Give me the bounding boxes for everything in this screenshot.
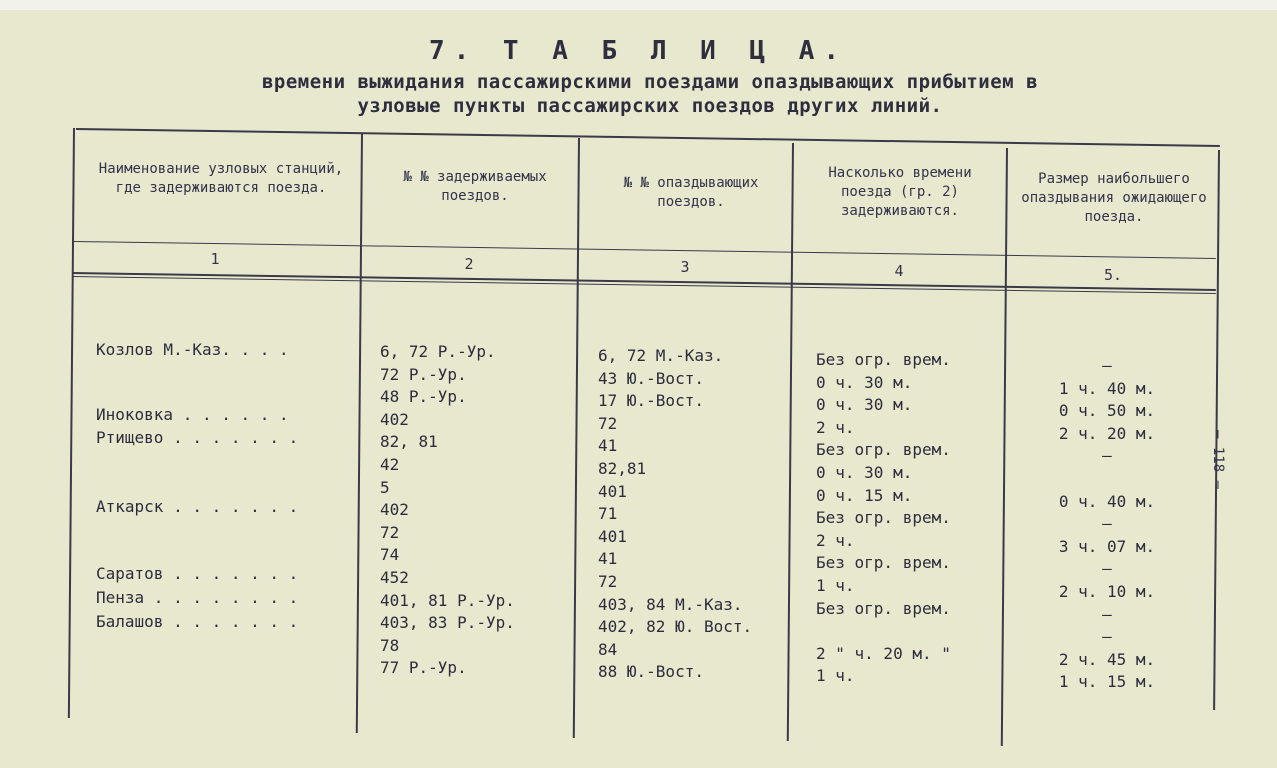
late-train-cell: 401 [598,526,627,546]
page-number: — 118 — [1210,430,1226,490]
header-delayed-trains: № № задерживаемых поездов. [403,169,547,204]
delayed-train-cell: 5 [380,477,390,497]
max-delay-cell: — [1102,559,1112,579]
delay-duration-cell: Без огр. врем. [816,508,951,528]
top-band [0,0,1277,10]
delay-duration-cell: 1 ч. [816,666,855,686]
late-train-cell: 72 [598,413,618,433]
table-left-border [68,128,75,718]
table-top-border [76,128,1220,147]
station-name: Аткарск . . . . . . . [96,497,299,516]
page-title: 7. Т А Б Л И Ц А. [428,36,849,66]
colnum-4: 4 [894,262,904,280]
max-delay-cell: 0 ч. 50 м. [1058,401,1156,421]
late-train-cell: 402, 82 Ю. Вост. [598,617,753,637]
delayed-train-cell: 403, 83 Р.-Ур. [380,613,515,633]
max-delay-cell: — [1102,356,1112,375]
page-subtitle [110,70,1190,118]
header-stations: Наименование узловых станций, где задерживаются поезда. [98,161,344,196]
delayed-train-cell: 72 Р.-Ур. [380,364,467,384]
late-train-cell: 6, 72 М.-Каз. [598,346,724,365]
delayed-train-cell: 401, 81 Р.-Ур. [380,590,515,610]
delayed-train-cell: 42 [380,455,400,474]
header-late-trains: № № опаздывающих поездов. [623,175,759,210]
station-name: Саратов . . . . . . . [96,564,299,583]
max-delay-cell: 2 ч. 45 м. [1058,649,1156,669]
delay-duration-cell: Без огр. врем. [816,350,951,369]
delayed-train-cell: 402 [380,409,409,429]
late-train-cell: 401 [598,481,627,501]
delayed-train-cell: 78 [380,635,400,655]
late-train-cell: 71 [598,504,618,524]
delayed-train-cell: 48 Р.-Ур. [380,387,467,407]
delay-duration-cell: 2 ч. [816,417,855,437]
late-train-cell: 84 [598,639,618,659]
station-name: Пенза . . . . . . . . [96,588,299,607]
late-train-cell: 88 Ю.-Вост. [598,662,704,682]
late-train-cell: 403, 84 М.-Каз. [598,594,743,614]
delayed-train-cell: 77 Р.-Ур. [380,658,467,678]
delayed-train-cell: 72 [380,522,400,542]
subtitle-line-1: времени выжидания пассажирскими поездами опаздывающих прибытием в [261,71,1039,93]
late-train-cell: 82,81 [598,459,647,478]
delay-duration-cell: 1 ч. [816,576,855,595]
delay-duration-cell: 2 " ч. 20 м. " [816,643,951,663]
max-delay-cell: — [1102,514,1112,534]
delayed-train-cell: 74 [380,545,400,565]
col-divider-3 [787,143,794,741]
max-delay-cell: 2 ч. 10 м. [1058,582,1156,601]
delay-duration-cell: Без огр. врем. [816,553,951,573]
col-divider-2 [573,138,580,738]
late-train-cell: 41 [598,549,618,569]
delay-duration-cell: Без огр. врем. [816,598,951,618]
late-train-cell: 72 [598,572,618,591]
header-max-delay: Размер наибольшего опаздывания ожидающего поезда. [1021,171,1207,225]
max-delay-cell: — [1102,604,1112,624]
delayed-train-cell: 6, 72 Р.-Ур. [380,342,496,361]
station-name: Иноковка . . . . . . [96,405,289,424]
max-delay-cell: 3 ч. 07 м. [1058,536,1156,556]
delayed-train-cell: 452 [380,568,409,587]
max-delay-cell: 1 ч. 15 м. [1058,672,1156,692]
late-train-cell: 17 Ю.-Вост. [598,391,704,411]
station-name: Балашов . . . . . . . [96,612,299,631]
max-delay-cell: 1 ч. 40 м. [1058,378,1156,398]
delay-duration-cell: 0 ч. 30 м. [816,463,913,482]
max-delay-cell: 0 ч. 40 м. [1058,491,1156,511]
late-train-cell: 43 Ю.-Вост. [598,368,704,388]
header-delay-duration: Насколько времени поезда (гр. 2) задерживаются. [828,165,972,219]
subtitle-line-2: узловые пункты пассажирских поездов других линий. [357,95,943,117]
delayed-train-cell: 82, 81 [380,432,438,452]
delay-duration-cell: 0 ч. 30 м. [816,372,913,392]
station-name: Ртищево . . . . . . . [96,428,299,447]
max-delay-cell: — [1102,627,1112,647]
colnum-3: 3 [680,258,690,276]
colnum-2: 2 [464,255,474,273]
col-divider-1 [356,133,363,733]
max-delay-cell: — [1102,446,1112,466]
delay-duration-cell: 0 ч. 15 м. [816,485,913,505]
late-train-cell: 41 [598,436,618,456]
delayed-train-cell: 402 [380,500,409,520]
col-divider-4 [1001,148,1008,746]
max-delay-cell: 2 ч. 20 м. [1058,423,1156,443]
delay-duration-cell: 2 ч. [816,530,855,550]
station-name: Козлов М.-Каз. . . . [96,340,289,359]
delay-duration-cell: 0 ч. 30 м. [816,395,913,415]
colnum-5: 5. [1103,266,1123,284]
colnum-1: 1 [210,250,220,268]
delay-duration-cell: Без огр. врем. [816,440,951,460]
